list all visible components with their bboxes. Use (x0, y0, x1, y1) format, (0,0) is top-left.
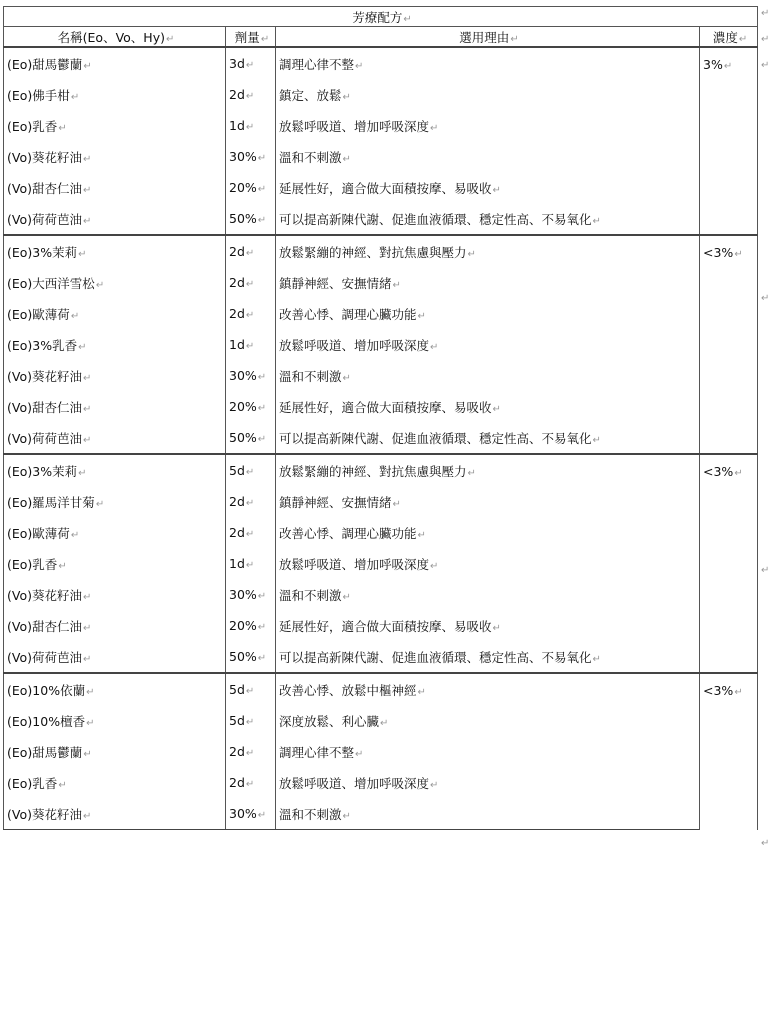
ingredient-dose: 50%↵ (226, 203, 276, 235)
ingredient-dose: 2d↵ (226, 767, 276, 798)
ingredient-reason: 鎮定、放鬆↵ (276, 79, 700, 110)
header-dose: 劑量↵ (226, 27, 276, 48)
ingredient-name: (Vo)荷荷芭油↵ (4, 641, 226, 673)
ingredient-dose: 20%↵ (226, 610, 276, 641)
ingredient-reason: 改善心悸、調理心臟功能↵ (276, 517, 700, 548)
ingredient-dose: 30%↵ (226, 141, 276, 172)
ingredient-dose: 2d↵ (226, 79, 276, 110)
table-row (4, 673, 758, 705)
header-concentration: 濃度↵ (700, 27, 758, 48)
paragraph-mark: ↵ (761, 8, 770, 19)
ingredient-reason: 溫和不刺激↵ (276, 798, 700, 830)
header-reason: 選用理由↵ (276, 27, 700, 48)
ingredient-reason: 延展性好，適合做大面積按摩、易吸收↵ (276, 172, 700, 203)
table-row (4, 172, 758, 203)
table-row (4, 79, 758, 110)
ingredient-reason: 改善心悸、放鬆中樞神經↵ (276, 673, 700, 705)
ingredient-reason: 深度放鬆、利心臟↵ (276, 705, 700, 736)
paragraph-mark: ↵ (761, 293, 770, 304)
ingredient-dose: 2d↵ (226, 298, 276, 329)
ingredient-name: (Vo)甜杏仁油↵ (4, 391, 226, 422)
paragraph-mark: ↵ (761, 60, 770, 71)
ingredient-dose: 20%↵ (226, 391, 276, 422)
ingredient-name: (Vo)甜杏仁油↵ (4, 172, 226, 203)
ingredient-dose: 2d↵ (226, 235, 276, 267)
table-row (4, 454, 758, 486)
ingredient-name: (Eo)大西洋雪松↵ (4, 267, 226, 298)
ingredient-reason: 溫和不刺激↵ (276, 579, 700, 610)
ingredient-dose: 2d↵ (226, 517, 276, 548)
ingredient-dose: 1d↵ (226, 110, 276, 141)
ingredient-name: (Eo)10%依蘭↵ (4, 673, 226, 705)
ingredient-reason: 溫和不刺激↵ (276, 141, 700, 172)
ingredient-dose: 30%↵ (226, 798, 276, 830)
ingredient-reason: 放鬆呼吸道、增加呼吸深度↵ (276, 767, 700, 798)
ingredient-reason: 可以提高新陳代謝、促進血液循環、穩定性高、不易氧化↵ (276, 203, 700, 235)
table-row (4, 47, 758, 79)
table-header-row (4, 27, 758, 48)
table-row (4, 360, 758, 391)
ingredient-reason: 放鬆緊繃的神經、對抗焦慮與壓力↵ (276, 235, 700, 267)
ingredient-dose: 20%↵ (226, 172, 276, 203)
ingredient-name: (Vo)甜杏仁油↵ (4, 610, 226, 641)
ingredient-dose: 1d↵ (226, 548, 276, 579)
table-row (4, 329, 758, 360)
aromatherapy-recipe-table (3, 6, 758, 830)
ingredient-reason: 可以提高新陳代謝、促進血液循環、穩定性高、不易氧化↵ (276, 641, 700, 673)
ingredient-dose: 3d↵ (226, 47, 276, 79)
table-row (4, 391, 758, 422)
table-row (4, 610, 758, 641)
ingredient-dose: 30%↵ (226, 360, 276, 391)
table-row (4, 736, 758, 767)
ingredient-dose: 1d↵ (226, 329, 276, 360)
ingredient-reason: 放鬆呼吸道、增加呼吸深度↵ (276, 548, 700, 579)
ingredient-reason: 放鬆呼吸道、增加呼吸深度↵ (276, 110, 700, 141)
ingredient-reason: 調理心律不整↵ (276, 47, 700, 79)
table-row (4, 110, 758, 141)
ingredient-name: (Eo)乳香↵ (4, 548, 226, 579)
ingredient-name: (Eo)佛手柑↵ (4, 79, 226, 110)
ingredient-name: (Vo)荷荷芭油↵ (4, 422, 226, 454)
table-row (4, 767, 758, 798)
ingredient-name: (Eo)甜馬鬱蘭↵ (4, 47, 226, 79)
ingredient-name: (Vo)葵花籽油↵ (4, 798, 226, 830)
ingredient-name: (Vo)荷荷芭油↵ (4, 203, 226, 235)
ingredient-reason: 延展性好，適合做大面積按摩、易吸收↵ (276, 610, 700, 641)
ingredient-name: (Eo)3%茉莉↵ (4, 235, 226, 267)
ingredient-name: (Eo)羅馬洋甘菊↵ (4, 486, 226, 517)
ingredient-reason: 放鬆呼吸道、增加呼吸深度↵ (276, 329, 700, 360)
table-row (4, 203, 758, 235)
ingredient-name: (Vo)葵花籽油↵ (4, 360, 226, 391)
ingredient-dose: 2d↵ (226, 267, 276, 298)
table-row (4, 422, 758, 454)
ingredient-dose: 5d↵ (226, 705, 276, 736)
ingredient-reason: 鎮靜神經、安撫情緒↵ (276, 486, 700, 517)
table-row (4, 141, 758, 172)
table-row (4, 298, 758, 329)
ingredient-dose: 50%↵ (226, 641, 276, 673)
group-concentration: <3%↵ (700, 235, 758, 454)
ingredient-name: (Eo)乳香↵ (4, 110, 226, 141)
group-concentration: <3%↵ (700, 454, 758, 673)
ingredient-dose: 50%↵ (226, 422, 276, 454)
ingredient-dose: 5d↵ (226, 673, 276, 705)
table-row (4, 486, 758, 517)
ingredient-reason: 可以提高新陳代謝、促進血液循環、穩定性高、不易氧化↵ (276, 422, 700, 454)
table-row (4, 235, 758, 267)
ingredient-dose: 2d↵ (226, 486, 276, 517)
table-row (4, 267, 758, 298)
ingredient-name: (Eo)甜馬鬱蘭↵ (4, 736, 226, 767)
ingredient-reason: 延展性好，適合做大面積按摩、易吸收↵ (276, 391, 700, 422)
paragraph-mark: ↵ (761, 838, 770, 849)
group-concentration: 3%↵ (700, 47, 758, 235)
ingredient-name: (Eo)3%茉莉↵ (4, 454, 226, 486)
table-title-row (4, 7, 758, 27)
ingredient-name: (Eo)乳香↵ (4, 767, 226, 798)
ingredient-name: (Vo)葵花籽油↵ (4, 579, 226, 610)
group-concentration: <3%↵ (700, 673, 758, 830)
ingredient-reason: 調理心律不整↵ (276, 736, 700, 767)
paragraph-mark: ↵ (761, 34, 770, 45)
ingredient-reason: 鎮靜神經、安撫情緒↵ (276, 267, 700, 298)
header-name: 名稱(Eo、Vo、Hy)↵ (4, 27, 226, 48)
ingredient-name: (Eo)3%乳香↵ (4, 329, 226, 360)
ingredient-reason: 改善心悸、調理心臟功能↵ (276, 298, 700, 329)
ingredient-dose: 5d↵ (226, 454, 276, 486)
table-row (4, 548, 758, 579)
ingredient-reason: 放鬆緊繃的神經、對抗焦慮與壓力↵ (276, 454, 700, 486)
ingredient-reason: 溫和不刺激↵ (276, 360, 700, 391)
table-row (4, 517, 758, 548)
table-row (4, 798, 758, 830)
paragraph-mark: ↵ (761, 565, 770, 576)
ingredient-name: (Eo)10%檀香↵ (4, 705, 226, 736)
table-row (4, 579, 758, 610)
ingredient-name: (Eo)歐薄荷↵ (4, 298, 226, 329)
table-row (4, 641, 758, 673)
ingredient-dose: 2d↵ (226, 736, 276, 767)
table-title: 芳療配方↵ (4, 7, 758, 27)
ingredient-name: (Eo)歐薄荷↵ (4, 517, 226, 548)
table-row (4, 705, 758, 736)
ingredient-name: (Vo)葵花籽油↵ (4, 141, 226, 172)
ingredient-dose: 30%↵ (226, 579, 276, 610)
